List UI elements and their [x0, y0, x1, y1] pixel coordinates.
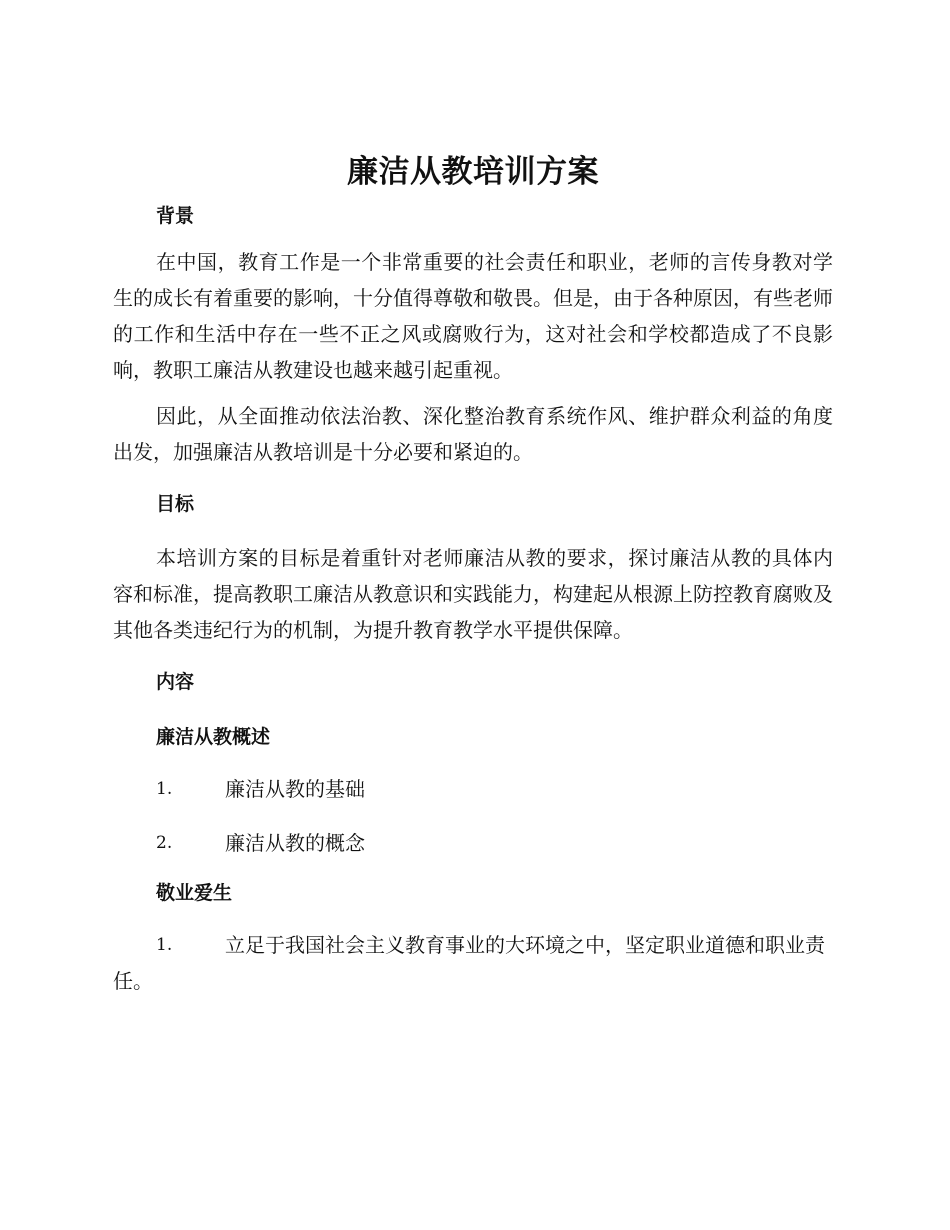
- list-item-number: 1.: [156, 779, 173, 799]
- list-item-text: 立足于我国社会主义教育事业的大环境之中，坚定职业道德和职业责任。: [113, 933, 825, 993]
- subsection-heading-overview: 廉洁从教概述: [156, 726, 271, 748]
- list-item: [113, 825, 833, 861]
- document-page: [113, 148, 833, 999]
- background-paragraph-1: 在中国，教育工作是一个非常重要的社会责任和职业，老师的言传身教对学生的成长有着重要的影响，十分值得尊敬和敬畏。但是，由于各种原因，有些老师的工作和生活中存在一些不正之风或腐败行为，这对社会和学校都造成了不良影响，教职工廉洁从教建设也越来越引起重视。: [113, 250, 833, 382]
- subsection-heading-dedication: 敬业爱生: [156, 882, 233, 904]
- section-heading-background: 背景: [156, 205, 195, 227]
- goal-paragraph-1: 本培训方案的目标是着重针对老师廉洁从教的要求，探讨廉洁从教的具体内容和标准，提高教职工廉洁从教意识和实践能力，构建起从根源上防控教育腐败及其他各类违纪行为的机制，为提升教育教学水平提供保障。: [113, 546, 833, 642]
- list-item-number: 2.: [156, 833, 173, 853]
- section-heading-content: 内容: [156, 671, 195, 693]
- list-item: [113, 771, 833, 807]
- list-item-text: 廉洁从教的基础: [225, 777, 365, 801]
- list-item-text: 廉洁从教的概念: [225, 831, 365, 855]
- document-title: 廉洁从教培训方案: [347, 154, 599, 190]
- list-item-number: 1.: [156, 935, 173, 955]
- section-heading-goal: 目标: [156, 493, 195, 515]
- background-paragraph-2: 因此，从全面推动依法治教、深化整治教育系统作风、维护群众利益的角度出发，加强廉洁从教培训是十分必要和紧迫的。: [113, 404, 833, 464]
- list-item: [113, 927, 833, 999]
